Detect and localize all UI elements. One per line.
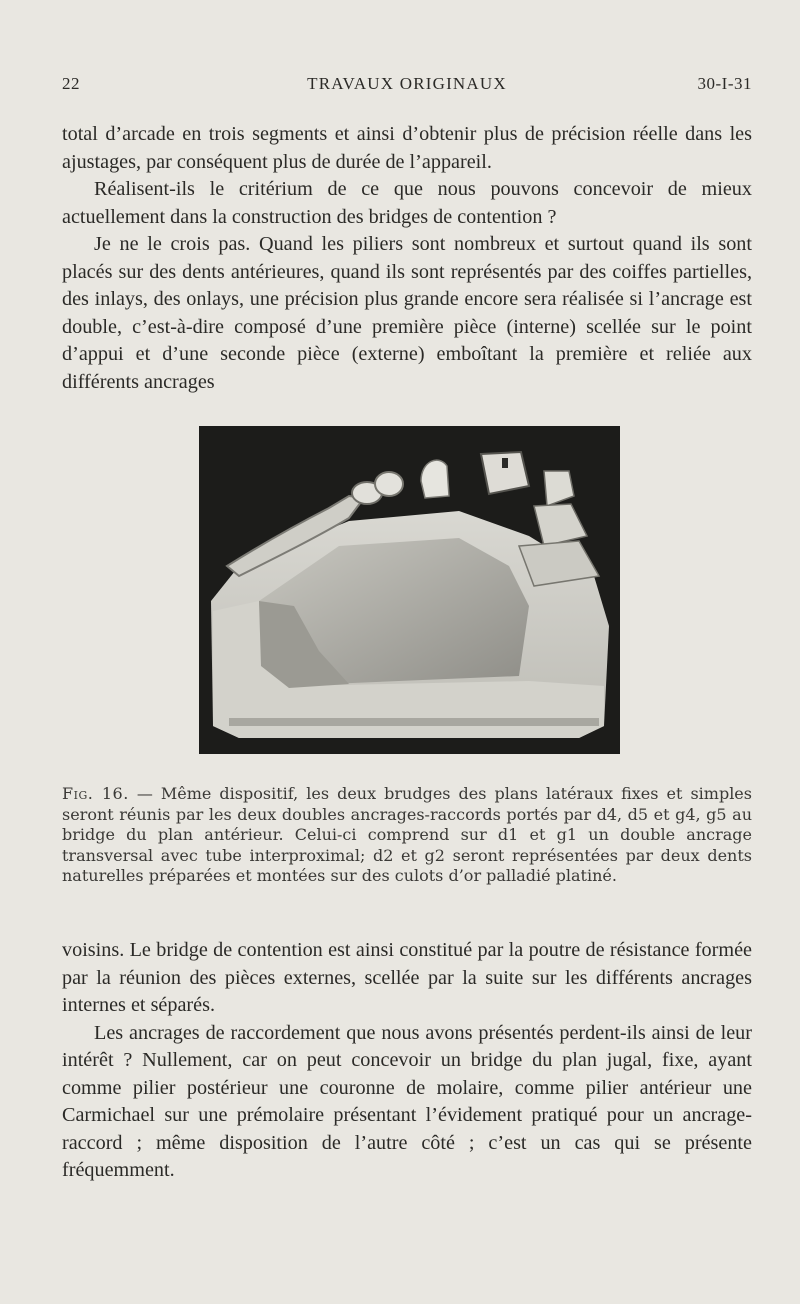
caption-text: — Même dispositif, les deux brudges des plans latéraux fixes et simples seront réunis par les deux doubles ancrages-raccords portés par d4, d5 et g4, g5 au bridge du plan antérieur. Celui-ci comprend sur d1 et g1 un double ancrage transversal avec tube interproximal; d2 et g2 seront représentées par deux dents naturelles préparées et montées sur des culots d’or palladié platiné. xyxy=(62,784,752,885)
figure-caption xyxy=(62,784,752,887)
paragraph: Les ancrages de raccordement que nous avons présentés perdent-ils ainsi de leur intérêt ? Nullement, car on peut concevoir un bridge du plan jugal, fixe, ayant comme pilier postérieur une couronne de molaire, comme pilier antérieur une Carmichael sur une prémolaire présentant l’évidement pratiqué pour un ancrage-raccord ; même disposition de l’autre côté ; c’est un cas qui se présente fréquemment. xyxy=(62,1021,752,1181)
paragraph: voisins. Le bridge de contention est ainsi constitué par la poutre de résistance formée par la réunion des pièces externes, scellée par la suite sur les différents ancrages internes et séparés. xyxy=(62,939,752,1016)
page-number: 22 xyxy=(62,74,80,93)
figure-label: Fig. 16. xyxy=(62,784,129,803)
body-text-after-figure xyxy=(62,937,752,1185)
dental-model-photograph xyxy=(199,426,620,754)
running-title: TRAVAUX ORIGINAUX xyxy=(307,74,507,93)
paragraph: Réalisent-ils le critérium de ce que nous pouvons concevoir de mieux actuellement dans la construction des bridges de contention ? xyxy=(62,178,752,228)
paragraph: total d’arcade en trois segments et ainsi d’obtenir plus de précision réelle dans les ajustages, par conséquent plus de durée de l’appareil. xyxy=(62,123,752,173)
paragraph: Je ne le crois pas. Quand les piliers sont nombreux et surtout quand ils sont placés sur des dents antérieures, quand ils sont représentés par des coiffes partielles, des inlays, des onlays, une précision plus grande encore sera réalisée si l’ancrage est double, c’est-à-dire composé d’une première pièce (interne) scellée sur le point d’appui et d’une seconde pièce (externe) emboîtant la première et reliée aux différents ancrages xyxy=(62,233,752,393)
body-text-before-figure xyxy=(62,121,752,396)
running-header xyxy=(62,74,752,98)
header-date: 30-I-31 xyxy=(697,74,752,93)
